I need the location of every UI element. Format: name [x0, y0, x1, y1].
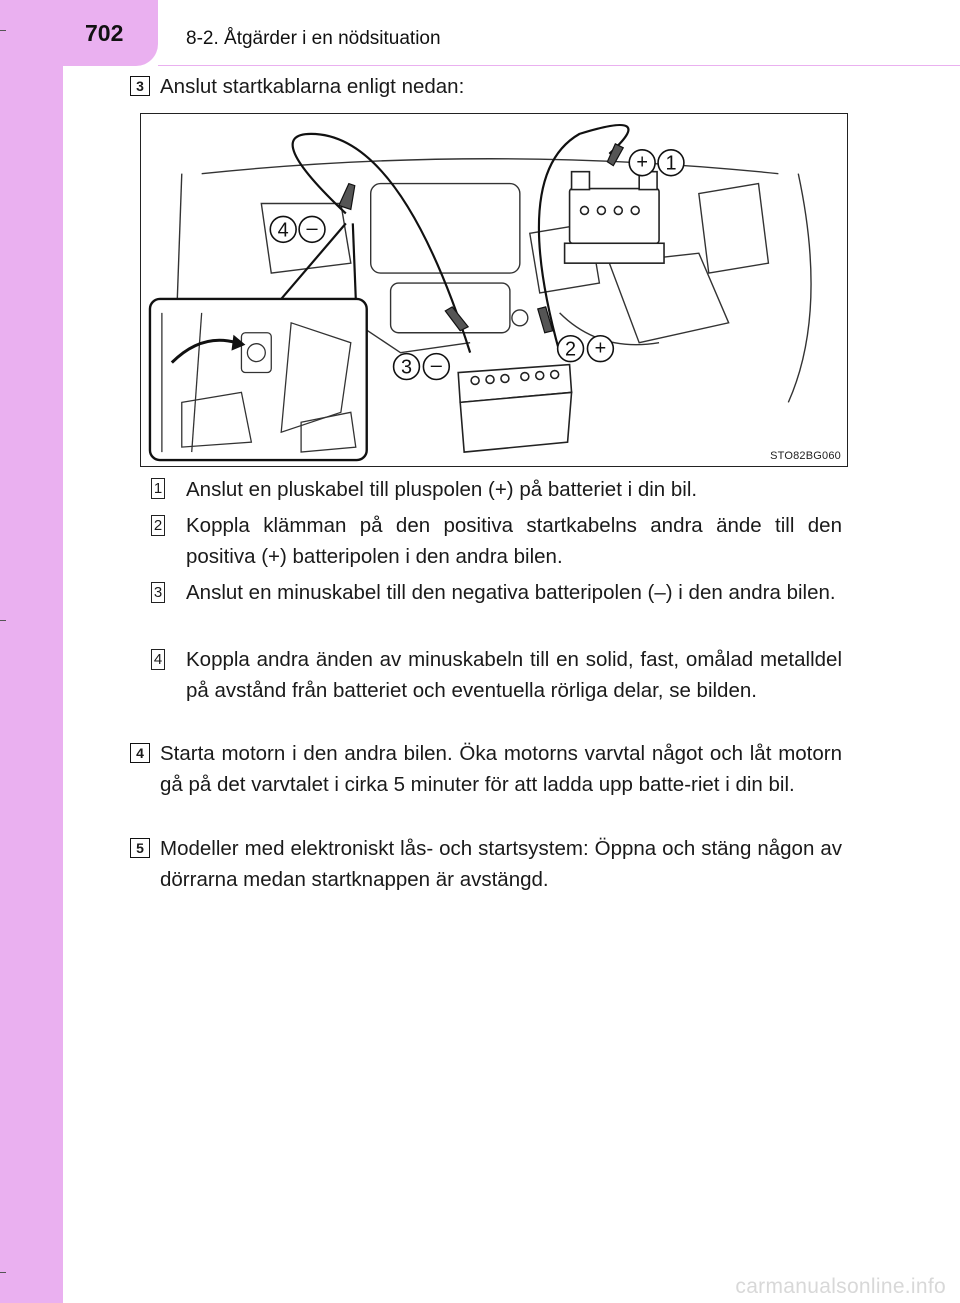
ground-point-inset — [150, 223, 367, 460]
substep-text: Koppla klämman på den positiva startkabelns andra ände till den positiva (+) batteripolen i den andra bilen. — [186, 514, 842, 568]
engine-part — [609, 253, 728, 342]
header-rule — [158, 65, 960, 66]
step-text: Starta motorn i den andra bilen. Öka motorns varvtal något och låt motorn gå på det varvtalet i cirka 5 minuter för att ladda upp batte-riet i din bil. — [160, 742, 842, 796]
substep-number: 1 — [151, 478, 165, 499]
page-number-tab — [63, 0, 158, 66]
callout-sign: + — [636, 151, 648, 174]
crop-mark — [0, 620, 6, 621]
crop-mark — [0, 30, 6, 31]
callout-sign: + — [594, 337, 607, 360]
step-text: Anslut startkablarna enligt nedan: — [160, 75, 465, 98]
side-color-bar — [0, 0, 63, 1303]
callout-sign: – — [430, 354, 442, 377]
callout-label: 1 — [665, 152, 677, 175]
callout-label: 2 — [565, 338, 577, 361]
step-number-box: 3 — [130, 76, 150, 96]
substep-number: 4 — [151, 649, 165, 670]
clamp — [339, 184, 355, 210]
step-number-box: 4 — [130, 743, 150, 763]
engine-block — [371, 184, 520, 273]
page-number: 702 — [85, 20, 124, 46]
bay-top-edge — [202, 159, 779, 174]
booster-battery — [458, 365, 571, 453]
callout-label: 3 — [400, 356, 413, 379]
figure-code: STO82BG060 — [770, 450, 841, 462]
engine-part — [699, 184, 769, 273]
callout-label: 4 — [277, 219, 289, 242]
watermark-url: carmanualsonline.info — [735, 1275, 946, 1298]
jump-start-figure — [140, 113, 848, 467]
substep-text: Anslut en pluskabel till pluspolen (+) på batteriet i din bil. — [186, 478, 698, 501]
substep-number: 3 — [151, 582, 165, 603]
page-header — [63, 0, 960, 66]
engine-part — [512, 310, 528, 326]
callout-sign: – — [306, 217, 318, 240]
engine-bay-illustration — [141, 114, 847, 466]
substep-number: 2 — [151, 515, 165, 536]
section-title: 8-2. Åtgärder i en nödsituation — [186, 28, 441, 49]
bay-right-edge — [788, 174, 811, 403]
step-number-box: 5 — [130, 838, 150, 858]
step-text: Modeller med elektroniskt lås- och startsystem: Öppna och stäng någon av dörrarna medan startknappen är avstängd. — [160, 837, 842, 891]
crop-mark — [0, 1272, 6, 1273]
own-battery — [565, 172, 664, 263]
substep-text: Anslut en minuskabel till den negativa batteripolen (–) i den andra bilen. — [186, 581, 836, 604]
substep-text: Koppla andra änden av minuskabeln till en solid, fast, omålad metalldel på avstånd från batteriet och eventuella rörliga delar, se bilden. — [186, 648, 842, 702]
